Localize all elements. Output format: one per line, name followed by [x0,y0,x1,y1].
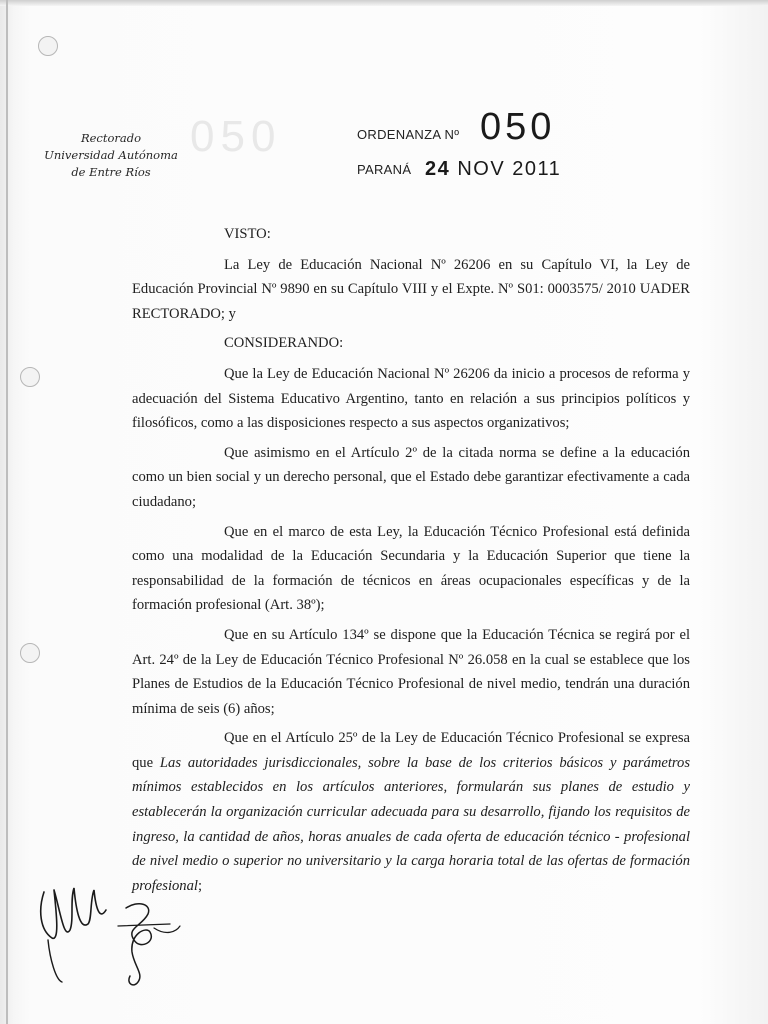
considerando-paragraph-3: Que en el marco de esta Ley, la Educación Técnico Profesional está definida como una modalidad de la Educación Secundaria y la Educación Superior que tiene la responsabilidad de la formación de técnicos en áreas ocupacionales específicas y de la formación profesional (Art. 38º); [132,523,690,614]
bleed-through-number: 050 [190,112,282,161]
place-label: PARANÁ [357,162,412,177]
considerando-paragraph-4: Que en su Artículo 134º se dispone que la Educación Técnica se regirá por el Art. 24º de la Ley de Educación Técnico Profesional Nº 26.058 en la cual se establece que los Planes de Estudios de la Educación Técnico Profesional de nivel medio, tendrán una duración mínima de seis (6) años; [132,626,690,717]
letterhead [36,130,186,181]
date-stamp [425,158,561,181]
considerando-heading: CONSIDERANDO: [224,335,344,352]
punch-hole-lower [20,643,40,663]
punch-hole-middle [20,367,40,387]
page-left-edge [6,0,8,1024]
handwritten-signatures [30,870,230,990]
date-day: 24 [425,158,451,180]
letterhead-line-province: de Entre Ríos [71,165,151,179]
visto-paragraph: La Ley de Educación Nacional Nº 26206 en su Capítulo VI, la Ley de Educación Provincial Nº 9890 en su Capítulo VIII y el Expte. Nº S01: 0003575/ 2010 UADER RECTORADO; y [132,256,690,322]
punch-hole-top [38,36,58,56]
paragraph-5-intro: Que en el Artículo 25º de la Ley de Educación Técnico Profesional se expresa que [132,730,690,771]
considerando-paragraph-1: Que la Ley de Educación Nacional Nº 26206 da inicio a procesos de reforma y adecuación del Sistema Educativo Argentino, tanto en relación a sus principios políticos y filosóficos, como a las disposiciones respecto a sus aspectos organizativos; [132,365,690,432]
ordinance-label: ORDENANZA Nº [357,127,460,142]
paragraph-5-end: ; [197,877,203,894]
document-body [132,222,690,903]
letterhead-line-university: Universidad Autónoma [44,148,178,162]
signature-drawing [30,870,230,990]
visto-heading: VISTO: [224,226,271,242]
paragraph-5-quote: Las autoridades jurisdiccionales, sobre la base de los criterios básicos y parámetros mínimos establecidos en los artículos anteriores, formularán sus planes de estudio y establecerán la organización curricular adecuada para su desarrollo, fijando los requisitos de ingreso, la cantidad de años, horas anuales de cada oferta de educación técnico - profesional de nivel medio o superior no universitario y la carga horaria total de las ofertas de formación profesional [132,754,691,894]
considerando-paragraph-2: Que asimismo en el Artículo 2º de la citada norma se define a la educación como un bien social y un derecho personal, que el Estado debe garantizar efectivamente a cada ciudadano; [132,444,690,510]
date-month-year: NOV 2011 [457,158,562,180]
ordinance-number: 050 [480,106,556,148]
page-top-edge [0,0,768,6]
letterhead-line-rectorado: Rectorado [80,131,142,145]
